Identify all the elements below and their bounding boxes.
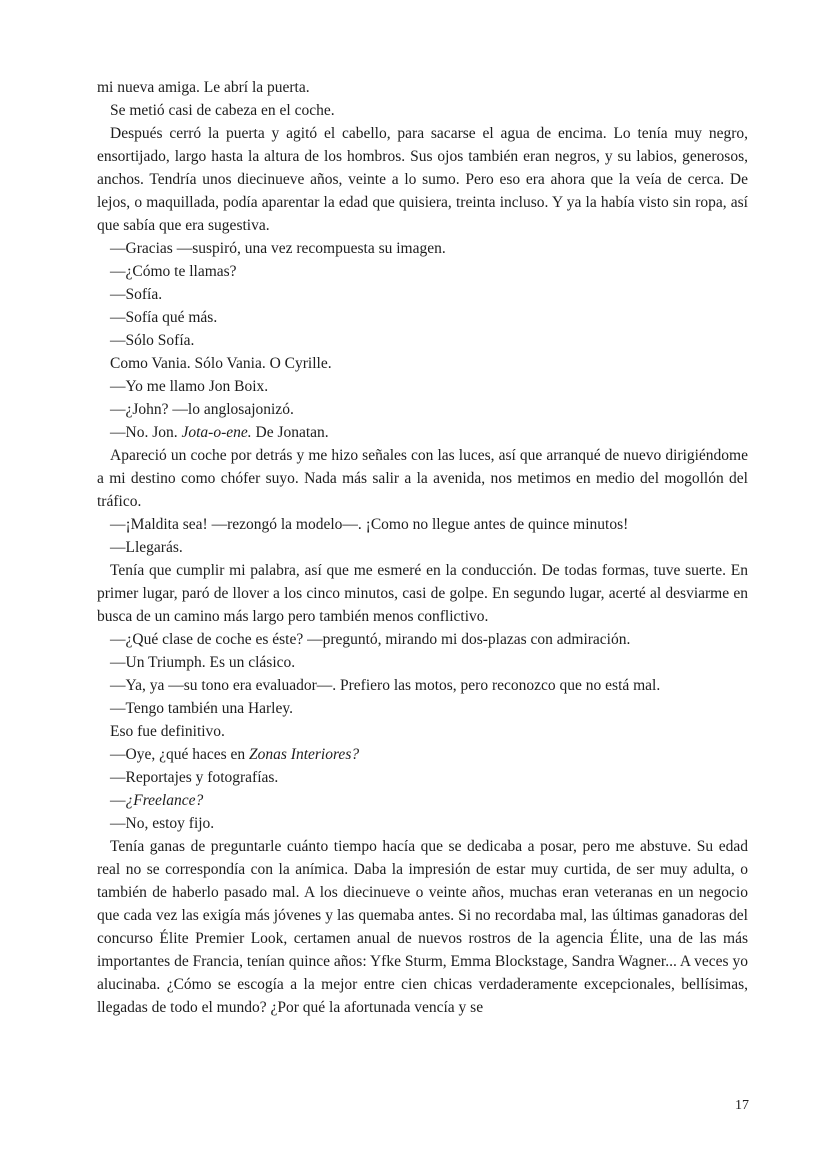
italic-text-run: ¿Freelance? <box>125 792 204 809</box>
paragraph <box>97 329 748 352</box>
text-run: mi nueva amiga. Le abrí la puerta. <box>97 79 310 96</box>
paragraph <box>97 628 748 651</box>
paragraph <box>97 559 748 628</box>
paragraph <box>97 766 748 789</box>
text-run: —¿Cómo te llamas? <box>110 263 237 280</box>
text-run: —Gracias —suspiró, una vez recompuesta su imagen. <box>110 240 446 257</box>
paragraph <box>97 513 748 536</box>
text-run: — <box>110 792 126 809</box>
paragraph <box>97 375 748 398</box>
text-run: Tenía que cumplir mi palabra, así que me esmeré en la conducción. De todas formas, tuve suerte. En primer lugar, paró de llover a los cinco minutos, casi de golpe. En segundo lugar, acerté al desviarme en busca de un camino más largo pero también menos conflictivo. <box>97 562 748 625</box>
paragraph <box>97 444 748 513</box>
italic-text-run: Zonas Interiores? <box>249 746 360 763</box>
text-block <box>97 76 748 1019</box>
text-run: —Un Triumph. Es un clásico. <box>110 654 296 671</box>
text-run: Apareció un coche por detrás y me hizo señales con las luces, así que arranqué de nuevo dirigiéndome a mi destino como chófer suyo. Nada más salir a la avenida, nos metimos en medio del mogollón del tráfico. <box>97 447 748 510</box>
text-run: —Ya, ya —su tono era evaluador—. Prefiero las motos, pero reconozco que no está mal. <box>110 677 661 694</box>
text-run: —¿John? —lo anglosajonizó. <box>110 401 294 418</box>
text-run: —No. Jon. <box>110 424 182 441</box>
paragraph <box>97 697 748 720</box>
paragraph <box>97 674 748 697</box>
page-number: 17 <box>735 1098 749 1113</box>
paragraph <box>97 398 748 421</box>
text-run: Como Vania. Sólo Vania. O Cyrille. <box>110 355 332 372</box>
paragraph <box>97 122 748 237</box>
paragraph <box>97 306 748 329</box>
paragraph <box>97 720 748 743</box>
text-run: Después cerró la puerta y agitó el cabello, para sacarse el agua de encima. Lo tenía muy negro, ensortijado, largo hasta la altura de los hombros. Sus ojos también eran negros, y su labios, generosos, anchos. Tendría unos diecinueve años, veinte a lo sumo. Pero eso era ahora que la veía de cerca. De lejos, o maquillada, podía aparentar la edad que quisiera, treinta incluso. Y ya la había visto sin ropa, así que sabía que era sugestiva. <box>97 125 748 234</box>
italic-text-run: Jota-o-ene. <box>181 424 252 441</box>
text-run: —¡Maldita sea! —rezongó la modelo—. ¡Como no llegue antes de quince minutos! <box>110 516 629 533</box>
text-run: —Yo me llamo Jon Boix. <box>110 378 269 395</box>
text-run: —Oye, ¿qué haces en <box>110 746 250 763</box>
paragraph <box>97 812 748 835</box>
paragraph <box>97 352 748 375</box>
paragraph <box>97 536 748 559</box>
paragraph <box>97 421 748 444</box>
text-run: Eso fue definitivo. <box>110 723 225 740</box>
text-run: —Tengo también una Harley. <box>110 700 293 717</box>
paragraph <box>97 260 748 283</box>
text-run: —Reportajes y fotografías. <box>110 769 279 786</box>
paragraph <box>97 651 748 674</box>
paragraph <box>97 99 748 122</box>
paragraph <box>97 743 748 766</box>
paragraph <box>97 237 748 260</box>
text-run: De Jonatan. <box>251 424 329 441</box>
paragraph <box>97 283 748 306</box>
text-run: —Sólo Sofía. <box>110 332 195 349</box>
text-run: —No, estoy fijo. <box>110 815 215 832</box>
paragraph <box>97 835 748 1019</box>
text-run: Se metió casi de cabeza en el coche. <box>110 102 335 119</box>
text-run: —¿Qué clase de coche es éste? —preguntó, mirando mi dos-plazas con admiración. <box>110 631 631 648</box>
text-run: Tenía ganas de preguntarle cuánto tiempo hacía que se dedicaba a posar, pero me abstuve. Su edad real no se correspondía con la anímica. Daba la impresión de estar muy curtida, de ser muy adulta, o también de haberlo pasado mal. A los diecinueve o veinte años, muchas eran veteranas en un negocio que cada vez las exigía más jóvenes y las quemaba antes. Si no recordaba mal, las últimas ganadoras del concurso Élite Premier Look, certamen anual de nuevos rostros de la agencia Élite, una de las más importantes de Francia, tenían quince años: Yfke Sturm, Emma Blockstage, Sandra Wagner... A veces yo alucinaba. ¿Cómo se escogía a la mejor entre cien chicas verdaderamente excepcionales, bellísimas, llegadas de todo el mundo? ¿Por qué la afortunada vencía y se <box>97 838 748 1016</box>
paragraph <box>97 76 748 99</box>
text-run: —Sofía qué más. <box>110 309 218 326</box>
text-run: —Llegarás. <box>110 539 183 556</box>
text-run: —Sofía. <box>110 286 163 303</box>
paragraph <box>97 789 748 812</box>
